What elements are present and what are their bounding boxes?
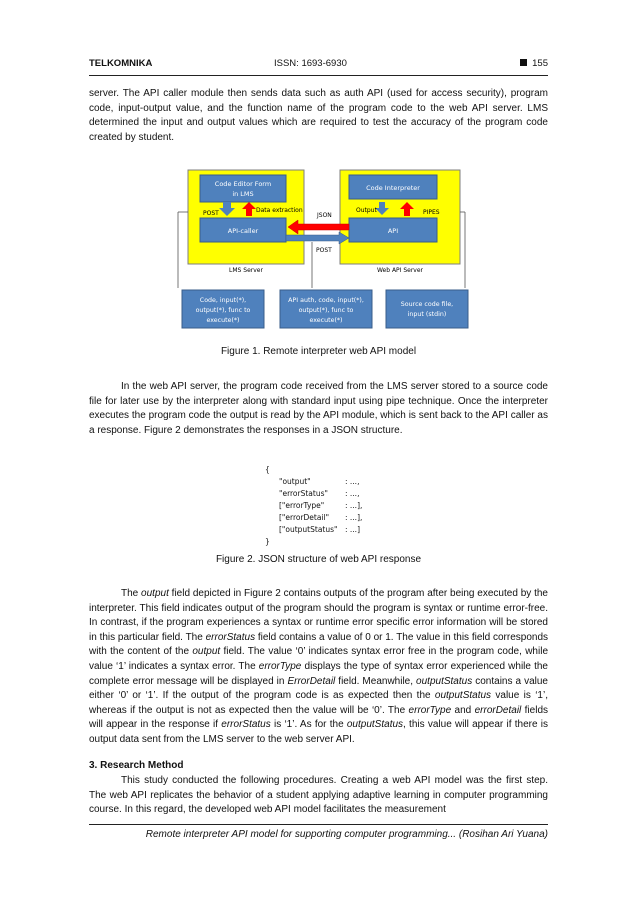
post-bottom-label: POST [316,247,332,254]
data-extraction-label: Data extraction [256,207,303,214]
data-box-1-line-1: Code, input(*), [199,297,247,304]
data-box-1-line-2: output(*), func to [195,307,251,314]
json-key: "errorStatus" [279,489,328,498]
data-box-3-line-1: Source code file, [400,301,454,308]
data-box-2-line-3: execute(*) [309,317,343,324]
json-value: : ..., [345,477,360,486]
figure-2-caption: Figure 2. JSON structure of web API response [215,554,422,565]
json-value: : ..., [345,489,360,498]
output-label: Output [356,207,377,214]
paragraph-4: This study conducted the following procedures. Creating a web API model was the first step. The web API replicates the behavior of a student applying adaptive learning in computer programming course. In this regard, the developed web API model facilitates the measurement [89,775,548,816]
data-box-2-line-1: API auth, code, input(*), [288,297,364,304]
section-heading: 3. Research Method [89,760,184,771]
page-number-wrap [520,58,548,69]
paragraph-2: In the web API server, the program code received from the LMS server stored to a source code file for later use by the interpreter along with standard input using pipe technique. Once the interpreter executes the program code the output is read by the API module, which is sent back to the API caller as a response. Figure 2 demonstrates the responses in a JSON structure. [89,381,548,436]
json-value: : ...], [345,513,363,522]
paragraph-1: server. The API caller module then sends data such as auth API (used for access security), program code, input-output value, and the function name of the program code to the web API server. LMS determined the input and output values which are required to test the accuracy of the program code created by student. [89,88,548,143]
paragraph-3: The output field depicted in Figure 2 contains outputs of the program after being executed by the interpreter. This field indicates output of the program should the program is syntax or runtime error-free. In contrast, if the program experiences a syntax or runtime error specific error information will be stored in this particular field. The errorStatus field contains a value of 0 or 1. The value in this field corresponds with the content of the output field. The value ‘0’ indicates syntax error free in the program code, while value ‘1’ indicates a syntax error. The errorType displays the type of syntax error experienced while the complete error message will be displayed in ErrorDetail field. Meanwhile, outputStatus contains a value either ‘0’ or ‘1’. If the output of the program code is as expected then the outputStatus value is ‘1’, whereas if the output is not as expected then the value will be ‘0’. The errorType and errorDetail fields will appear in the response if errorStatus is ‘1’. As for the outputStatus, this value will appear if there is output data sent from the LMS server to the web server API. [89,588,549,745]
json-close-brace: } [265,537,270,546]
data-box-2-line-2: output(*), func to [298,307,354,314]
json-row [265,476,405,488]
json-key: "output" [279,477,311,486]
square-bullet-icon [520,59,527,66]
json-value: : ...], [345,501,363,510]
json-value: : ...] [345,525,360,534]
json-open-brace: { [265,465,270,474]
json-row [265,488,405,500]
api-caller-label: API-caller [227,227,259,235]
data-box-3-line-2: input (stdin) [407,311,447,318]
pipes-label: PIPES [423,209,440,216]
json-row [265,512,405,524]
data-box-1-line-3: execute(*) [206,317,240,324]
issn: ISSN: 1693-6930 [274,58,347,69]
lms-server-label: LMS Server [229,267,263,274]
journal-name: TELKOMNIKA [89,58,153,69]
figure-1-caption: Figure 1. Remote interpreter web API model [220,346,417,357]
header-rule [89,75,548,76]
footer-rule [89,824,548,825]
figure-1-diagram [160,166,480,331]
running-header [89,58,548,74]
figure-2-json [265,464,405,548]
json-key: ["outputStatus" [279,525,338,534]
json-row [265,500,405,512]
data-box-3 [386,290,468,328]
json-row [265,524,405,536]
json-label: JSON [317,212,332,219]
page-number: 155 [532,58,548,69]
code-editor-label-1: Code Editor Form [214,180,272,188]
json-key: ["errorDetail" [279,513,330,522]
json-key: ["errorType" [279,501,325,510]
code-editor-label-2: in LMS [232,190,254,198]
post-left-label: POST [203,210,219,217]
code-interpreter-label: Code Interpreter [366,184,420,192]
api-label: API [387,227,399,235]
web-api-server-label: Web API Server [376,267,424,274]
running-footer: Remote interpreter API model for supporting computer programming... (Rosihan Ari Yuana) [145,829,548,840]
